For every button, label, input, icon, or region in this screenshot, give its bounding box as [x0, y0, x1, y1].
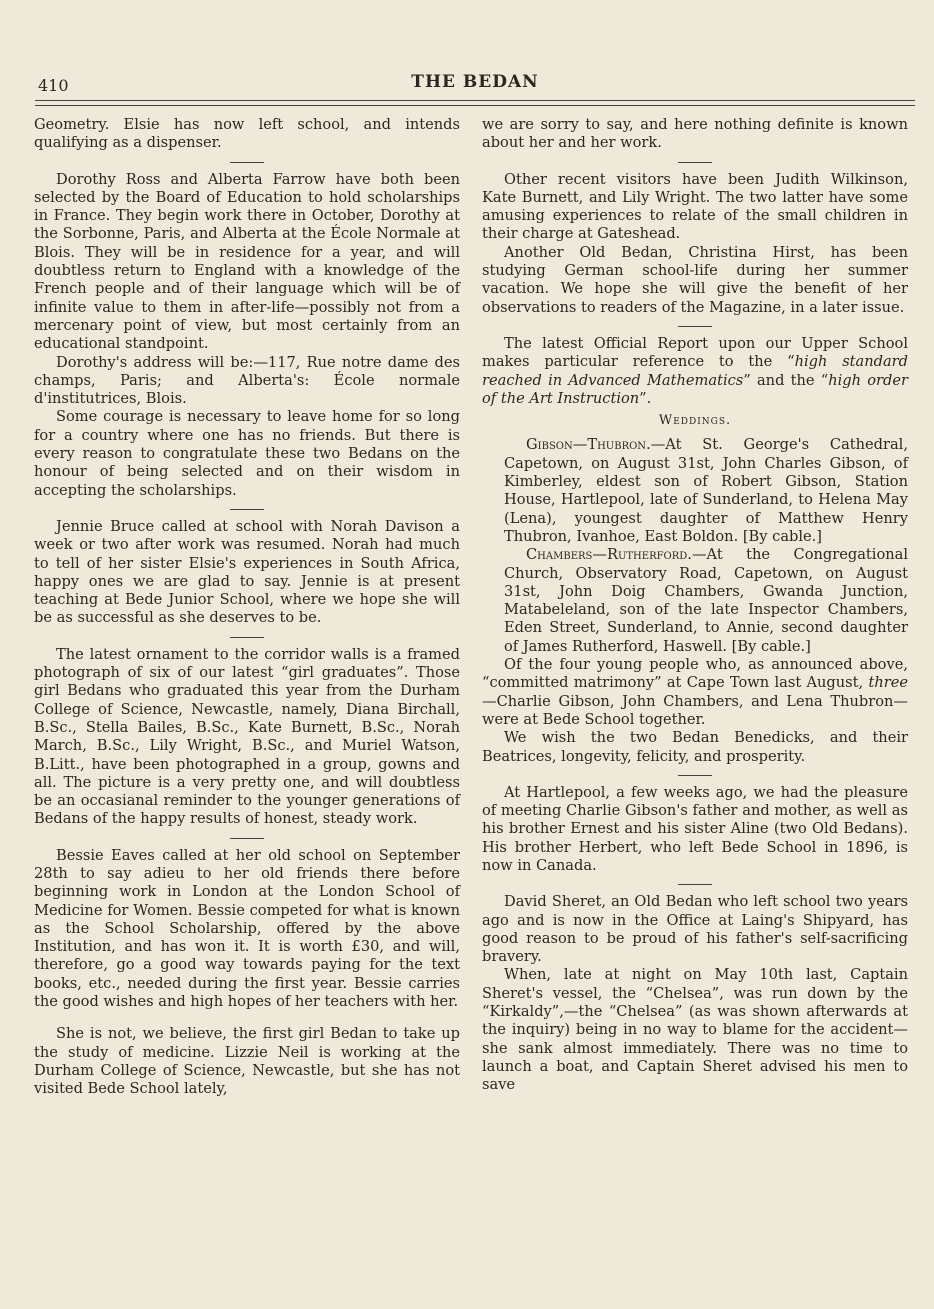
paragraph	[482, 656, 908, 729]
paragraph-official-report	[482, 335, 908, 408]
text: ”.	[639, 389, 652, 407]
wedding-announcement	[482, 546, 908, 656]
page-header	[35, 68, 915, 98]
paragraph: Other recent visitors have been Judith Wilkinson, Kate Burnett, and Lily Wright. The two latter have some amusing experiences to relate of the small children in their charge at Gateshead.	[482, 170, 908, 243]
wedding-text: —At the Congregational Church, Observatory Road, Capetown, on August 31st, John Doig Chambers, Gwanda Junction, Matabeleland, son of the late Inspector Chambers, Eden Street, Sunderland, to Annie, second daughter of James Rutherford, Haswell. [By cable.]	[504, 546, 908, 655]
paragraph: we are sorry to say, and here nothing definite is known about her and her work.	[482, 116, 908, 152]
text: The latest Official Report upon our Upper School makes particular reference to the “	[482, 334, 908, 371]
paragraph: When, late at night on May 10th last, Captain Sheret's vessel, the “Chelsea”, was run down by the “Kirkaldy”,—the “Chelsea” (as was shown afterwards at the inquiry) being in no way to blame for the accident—she sank almost immediately. There was no time to launch a boat, and Captain Sheret advised his men to save	[482, 966, 908, 1094]
paragraph: Dorothy Ross and Alberta Farrow have both been selected by the Board of Education to hold scholarships in France. They begin work there in October, Dorothy at the Sorbonne, Paris, and Alberta at the École Normale at Blois. They will be in residence for a year, and will doubtless return to England with a knowledge of the French people and of their language which will be of infinite value to them in after-life—possibly not from a mercenary point of view, but most certainly from an educational standpoint.	[34, 170, 460, 353]
left-column	[34, 116, 460, 1099]
section-separator	[678, 162, 712, 163]
section-separator	[230, 509, 264, 510]
header-rule	[35, 100, 915, 101]
paragraph: Bessie Eaves called at her old school on September 28th to say adieu to her old friends there before beginning work in London at the London School of Medicine for Women. Bessie competed for what is known as the School Scholarship, offered by the above Institution, and has won it. It is worth £30, and will, therefore, go a good way towards paying for the text books, etc., needed during the first year. Bessie carries the good wishes and high hopes of her teachers with her.	[34, 846, 460, 1011]
paragraph: Dorothy's address will be:—117, Rue notre dame des champs, Paris; and Alberta's: École normale d'institutrices, Blois.	[34, 353, 460, 408]
text-italic: three	[868, 674, 908, 692]
paragraph: She is not, we believe, the first girl Bedan to take up the study of medicine. Lizzie Neil is working at the Durham College of Science, Newcastle, but she has not visited Bede School lately,	[34, 1025, 460, 1098]
paragraph: The latest ornament to the corridor walls is a framed photograph of six of our latest “girl graduates”. Those girl Bedans who graduated this year from the Durham College of Science, Newcastle, namely, Diana Birchall, B.Sc., Stella Bailes, B.Sc., Kate Burnett, B.Sc., Norah March, B.Sc., Lily Wright, B.Sc., and Muriel Watson, B.Litt., have been photographed in a group, gowns and all. The picture is a very pretty one, and will doubtless be an occasianal reminder to the younger generations of Bedans of the happy results of honest, steady work.	[34, 645, 460, 828]
right-column	[482, 116, 908, 1095]
section-separator	[230, 637, 264, 638]
wedding-announcement	[482, 436, 908, 546]
paragraph: Geometry. Elsie has now left school, and intends qualifying as a dispenser.	[34, 116, 460, 152]
paragraph: Another Old Bedan, Christina Hirst, has been studying German school-life during her summer vacation. We hope she will give the benefit of her observations to readers of the Magazine, in a later issue.	[482, 243, 908, 316]
wedding-names: Gibson—Thubron.	[526, 436, 651, 454]
paragraph: At Hartlepool, a few weeks ago, we had the pleasure of meeting Charlie Gibson's father and mother, as well as his brother Ernest and his sister Aline (two Old Bedans). His brother Herbert, who left Bede School in 1896, is now in Canada.	[482, 783, 908, 874]
section-separator	[678, 775, 712, 776]
text: Of the four young people who, as announced above, “committed matrimony” at Cape Town last August,	[482, 656, 908, 692]
wedding-text: —At St. George's Cathedral, Capetown, on August 31st, John Charles Gibson, of Kimberley, eldest son of Robert Gibson, Station House, Hartlepool, late of Sunderland, to Helena May (Lena), youngest daughter of Matthew Henry Thubron, Ivanhoe, East Boldon. [By cable.]	[504, 436, 908, 545]
paragraph: Some courage is necessary to leave home for so long for a country where one has no friends. But there is every reason to congratulate these two Bedans on the honour of being selected and on their wisdom in accepting the scholarships.	[34, 408, 460, 499]
page-number: 410	[38, 76, 69, 95]
section-separator	[678, 326, 712, 327]
paragraph: David Sheret, an Old Bedan who left school two years ago and is now in the Office at Laing's Shipyard, has good reason to be proud of his father's self-sacrificing bravery.	[482, 893, 908, 966]
wedding-names: Chambers—Rutherford.	[526, 546, 692, 564]
weddings-heading: Weddings.	[658, 413, 732, 429]
header-rule	[35, 105, 915, 106]
paragraph: Jennie Bruce called at school with Norah Davison a week or two after work was resumed. Norah had much to tell of her sister Elsie's experiences in South Africa, happy ones we are glad to say. Jennie is at present teaching at Bede Junior School, where we hope she will be as successful as she deserves to be.	[34, 517, 460, 627]
text: —Charlie Gibson, John Chambers, and Lena Thubron—were at Bede School together.	[482, 692, 908, 728]
paragraph: We wish the two Bedan Benedicks, and their Beatrices, longevity, felicity, and prosperity.	[482, 729, 908, 765]
quote-italic: high order of the Art Instruction	[482, 371, 908, 407]
section-separator	[678, 884, 712, 885]
text: ” and the “	[743, 371, 829, 389]
section-separator	[230, 838, 264, 839]
section-separator	[230, 162, 264, 163]
quote-italic: high standard reached in Advanced Mathematics	[482, 353, 909, 389]
magazine-title: THE BEDAN	[411, 72, 539, 92]
